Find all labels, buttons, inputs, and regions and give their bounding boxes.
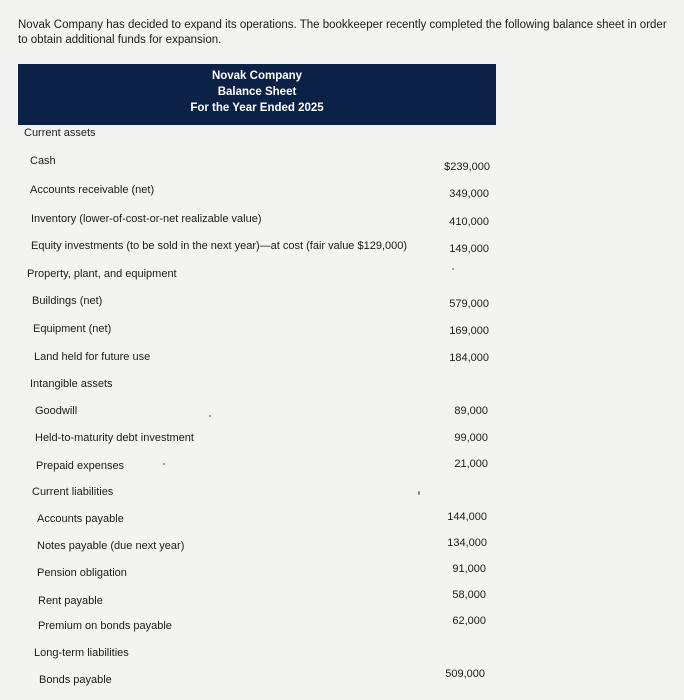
row-label-goodwill: Goodwill xyxy=(35,405,78,417)
stray-mark xyxy=(418,491,420,495)
row-value-equity-investments: 149,000 xyxy=(449,243,489,255)
row-value-pension-obligation: 91,000 xyxy=(452,563,486,575)
section-intangible-assets: Intangible assets xyxy=(30,378,113,390)
row-value-notes-payable: 134,000 xyxy=(447,537,487,549)
row-value-cash: $239,000 xyxy=(444,161,490,173)
statement-period: For the Year Ended 2025 xyxy=(190,102,324,114)
intro-paragraph: Novak Company has decided to expand its operations. The bookkeeper recently completed the following balance sheet in order to obtain additional funds for expansion. xyxy=(18,19,667,46)
row-label-accounts-receivable: Accounts receivable (net) xyxy=(30,184,155,196)
row-value-accounts-payable: 144,000 xyxy=(447,511,487,523)
section-ppe: Property, plant, and equipment xyxy=(27,268,177,280)
row-value-inventory: 410,000 xyxy=(449,216,489,228)
stray-mark xyxy=(209,415,211,417)
row-label-land: Land held for future use xyxy=(34,351,151,363)
row-value-bonds-payable: 509,000 xyxy=(445,668,485,680)
stray-mark xyxy=(452,268,454,270)
row-value-buildings: 579,000 xyxy=(449,298,489,310)
row-label-rent-payable: Rent payable xyxy=(38,595,103,607)
row-label-equipment: Equipment (net) xyxy=(33,323,112,335)
row-label-equity-investments: Equity investments (to be sold in the next year)—at cost (fair value $129,000) xyxy=(31,240,408,252)
row-label-notes-payable: Notes payable (due next year) xyxy=(37,540,185,552)
row-value-equipment: 169,000 xyxy=(449,325,489,337)
statement-title: Balance Sheet xyxy=(217,86,297,98)
statement-header xyxy=(18,64,496,125)
row-value-prepaid-expenses: 21,000 xyxy=(454,458,488,470)
row-label-bonds-payable: Bonds payable xyxy=(39,674,112,686)
row-label-inventory: Inventory (lower-of-cost-or-net realizable value) xyxy=(31,213,262,225)
section-current-liabilities: Current liabilities xyxy=(32,486,114,498)
section-long-term-liabilities: Long-term liabilities xyxy=(34,647,129,659)
row-value-accounts-receivable: 349,000 xyxy=(449,188,489,200)
row-label-premium-on-bonds: Premium on bonds payable xyxy=(38,620,172,632)
row-label-pension-obligation: Pension obligation xyxy=(37,567,127,579)
row-label-accounts-payable: Accounts payable xyxy=(37,513,124,525)
row-value-rent-payable: 58,000 xyxy=(452,589,486,601)
row-label-htm-investment: Held-to-maturity debt investment xyxy=(35,432,194,444)
row-value-htm-investment: 99,000 xyxy=(454,432,488,444)
section-current-assets: Current assets xyxy=(24,127,96,139)
row-label-buildings: Buildings (net) xyxy=(32,295,103,307)
row-value-land: 184,000 xyxy=(449,352,489,364)
row-value-goodwill: 89,000 xyxy=(454,405,488,417)
company-name: Novak Company xyxy=(211,70,303,82)
row-value-premium-on-bonds: 62,000 xyxy=(452,615,486,627)
row-label-prepaid-expenses: Prepaid expenses xyxy=(36,460,125,472)
stray-mark xyxy=(163,463,165,465)
row-label-cash: Cash xyxy=(30,155,56,167)
